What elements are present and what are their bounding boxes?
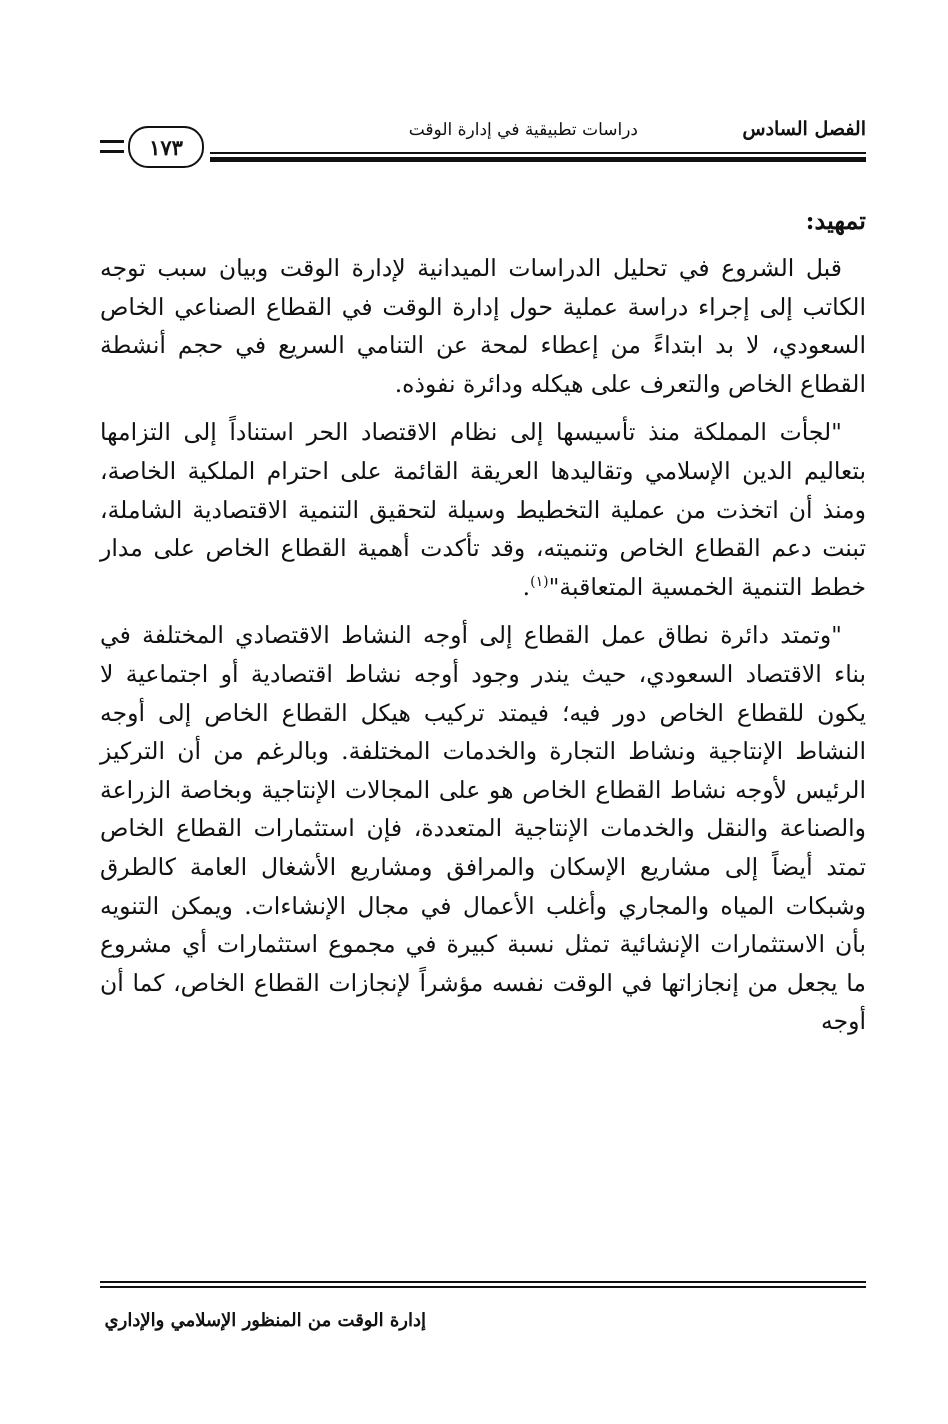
paragraph-text: "لجأت المملكة منذ تأسيسها إلى نظام الاقتصاد الحر استناداً إلى التزامها بتعاليم الدين الإسلامي وتقاليدها العريقة القائمة على احترام الملكية الخاصة، ومنذ أن اتخذت من عملية التخطيط وسيلة لتحقيق التنمية الاقتصادية الشاملة، تبنت دعم القطاع الخاص وتنميته، وقد تأكدت أهمية القطاع الخاص على مدار خطط التنمية الخمسية المتعاقبة" <box>100 418 866 601</box>
running-title: دراسات تطبيقية في إدارة الوقت <box>408 120 638 140</box>
paragraph-quote <box>100 413 866 606</box>
footer-rule <box>100 1281 866 1283</box>
header-rule <box>210 152 866 154</box>
paragraph: قبل الشروع في تحليل الدراسات الميدانية لإدارة الوقت وبيان سبب توجه الكاتب إلى إجراء دراسة عملية حول إدارة الوقت في القطاع الصناعي الخاص السعودي، لا بد ابتداءً من إعطاء لمحة عن التنامي السريع في حجم أنشطة القطاع الخاص والتعرف على هيكله ودائرة نفوذه. <box>100 254 866 398</box>
footnote-marker[interactable]: (١) <box>530 573 549 590</box>
paragraph: "وتمتد دائرة نطاق عمل القطاع إلى أوجه النشاط الاقتصادي المختلفة في بناء الاقتصاد السعودي، حيث يندر وجود أوجه نشاط اقتصادية أو اجتماعية لا يكون للقطاع الخاص دور فيه؛ فيمتد تركيب هيكل القطاع الخاص إلى أوجه النشاط الإنتاجية ونشاط التجارة والخدمات المختلفة. وبالرغم من أن التركيز الرئيس لأوجه نشاط القطاع الخاص هو على المجالات الإنتاجية وبخاصة الزراعة والصناعة والنقل والخدمات الإنتاجية المتعددة، فإن استثمارات القطاع الخاص تمتد أيضاً إلى مشاريع الإسكان والمرافق ومشاريع الأشغال العامة كالطرق وشبكات المياه والمجاري وأغلب الأعمال في مجال الإنشاءات. ويمكن التنويه بأن الاستثمارات الإنشائية تمثل نسبة كبيرة في مجموع استثمارات أي مشروع ما يجعل من إنجازاتها في الوقت نفسه مؤشراً لإنجازات القطاع الخاص، كما أن أوجه <box>100 621 866 1036</box>
chapter-title: الفصل السادس <box>742 118 866 140</box>
paragraph-end: . <box>522 572 531 601</box>
header-rule-stub <box>100 150 124 153</box>
footer-rule <box>100 1286 866 1288</box>
page-header <box>100 112 866 182</box>
book-title: إدارة الوقت من المنظور الإسلامي والإداري <box>104 1310 426 1331</box>
header-rule-stub <box>100 140 124 143</box>
section-heading: تمهيد: <box>805 206 866 235</box>
page-number: ١٧٣ <box>128 126 204 168</box>
header-rule-thick <box>210 157 866 162</box>
page-body <box>100 206 866 1051</box>
